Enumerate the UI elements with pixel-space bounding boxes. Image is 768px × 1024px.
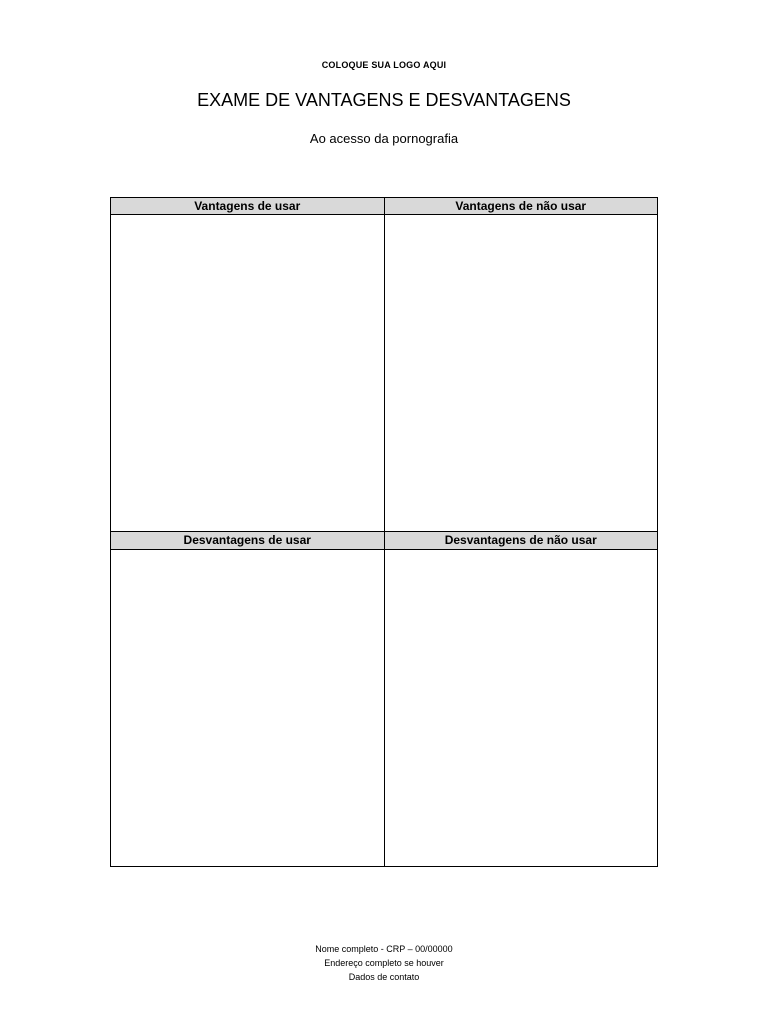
footer-name-crp: Nome completo - CRP – 00/00000 (315, 944, 453, 954)
cell-disadvantages-of-not-using[interactable] (384, 549, 658, 867)
document-subtitle: Ao acesso da pornografia (309, 131, 459, 146)
footer (0, 942, 768, 984)
header-advantages-of-using: Vantagens de usar (111, 198, 385, 215)
advantages-disadvantages-table (110, 197, 658, 867)
header-disadvantages-of-using: Desvantagens de usar (111, 532, 385, 549)
table-body-row-bottom (111, 549, 658, 867)
cell-advantages-of-not-using[interactable] (384, 215, 658, 532)
document-title: EXAME DE VANTAGENS E DESVANTAGENS (197, 90, 571, 110)
table-header-row-top (111, 198, 658, 215)
logo-placeholder: COLOQUE SUA LOGO AQUI (321, 60, 447, 70)
table-header-row-bottom (111, 532, 658, 549)
table-body-row-top (111, 215, 658, 532)
footer-contact: Dados de contato (348, 972, 420, 982)
footer-address: Endereço completo se houver (324, 958, 444, 968)
header-advantages-of-not-using: Vantagens de não usar (384, 198, 658, 215)
cell-disadvantages-of-using[interactable] (111, 549, 385, 867)
header-disadvantages-of-not-using: Desvantagens de não usar (384, 532, 658, 549)
cell-advantages-of-using[interactable] (111, 215, 385, 532)
